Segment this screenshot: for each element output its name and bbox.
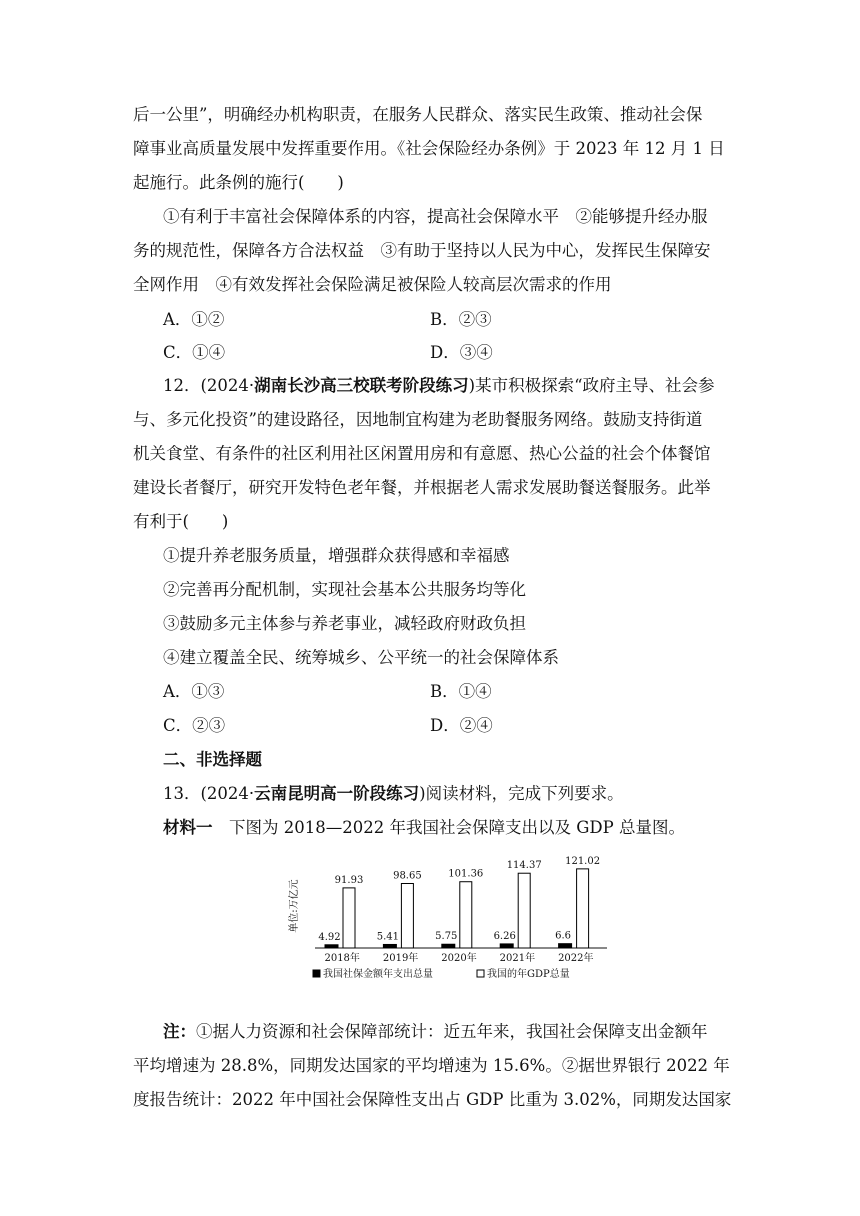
legend-label: 我国的年GDP总量 bbox=[487, 969, 570, 980]
legend-label: 我国社保金额年支出总量 bbox=[323, 969, 433, 980]
data-label: 114.37 bbox=[506, 860, 542, 872]
data-label: 6.6 bbox=[555, 930, 572, 942]
x-tick-label: 2020年 bbox=[441, 953, 477, 964]
statement-line: ②完善再分配机制，实现社会基本公共服务均等化 bbox=[163, 580, 526, 599]
data-label: 5.41 bbox=[376, 931, 400, 943]
note-line bbox=[163, 1021, 708, 1043]
text-line: 后一公里”，明确经办机构职责，在服务人民群众、落实民生政策、推动社会保 bbox=[133, 105, 703, 124]
question-source: 云南昆明高一阶段练习 bbox=[254, 784, 420, 803]
option-d: D．②④ bbox=[430, 716, 493, 735]
question-source: 湖南长沙高三校联考阶段练习 bbox=[254, 376, 469, 395]
statement-line: ①有利于丰富社会保障体系的内容，提高社会保障水平 ②能够提升经办服 bbox=[163, 207, 708, 226]
question-number: 12．(2024· bbox=[163, 376, 255, 395]
bar-social-security bbox=[325, 945, 338, 948]
bar-chart bbox=[285, 848, 615, 988]
x-tick-label: 2021年 bbox=[499, 953, 536, 964]
data-label: 98.65 bbox=[393, 870, 422, 882]
question-number: 13．(2024· bbox=[163, 784, 255, 803]
data-label: 4.92 bbox=[318, 931, 341, 943]
statement-line: ④建立覆盖全民、统筹城乡、公平统一的社会保障体系 bbox=[163, 648, 559, 667]
y-axis-label: 单位:万亿元 bbox=[289, 879, 300, 933]
option-c: C．①④ bbox=[163, 343, 226, 362]
note-line: 平均增速为 28.8%，同期发达国家的平均增速为 15.6%。②据世界银行 2022 年 bbox=[133, 1056, 730, 1075]
x-tick-label: 2018年 bbox=[324, 953, 360, 964]
data-label: 5.75 bbox=[435, 931, 458, 943]
bar-social-security bbox=[442, 944, 455, 948]
section-heading: 二、非选择题 bbox=[163, 750, 262, 769]
legend-swatch-social-security bbox=[313, 970, 320, 977]
bar-gdp bbox=[577, 869, 589, 948]
statement-line: ③鼓励多元主体参与养老事业，减轻政府财政负担 bbox=[163, 614, 526, 633]
statement-line: ①提升养老服务质量，增强群众获得感和幸福感 bbox=[163, 546, 510, 565]
question-12-header bbox=[163, 375, 715, 397]
note-text: ①据人力资源和社会保障部统计：近五年来，我国社会保障支出金额年 bbox=[196, 1022, 708, 1041]
text-line: 起施行。此条例的施行( ) bbox=[133, 173, 344, 192]
question-13-header bbox=[163, 783, 624, 805]
option-b: B．①④ bbox=[430, 682, 492, 701]
option-d: D．③④ bbox=[430, 343, 493, 362]
bar-social-security bbox=[500, 944, 513, 948]
option-a: A．①② bbox=[163, 310, 225, 329]
legend-swatch-gdp bbox=[477, 970, 484, 977]
text-line: 与、多元化投资”的建设路径，因地制宜构建为老助餐服务网络。鼓励支持街道 bbox=[133, 410, 703, 429]
bar-gdp bbox=[518, 873, 530, 948]
bar-gdp bbox=[343, 888, 355, 948]
data-label: 6.26 bbox=[493, 930, 516, 942]
bar-chart-svg bbox=[285, 848, 615, 988]
bar-social-security bbox=[383, 944, 396, 948]
option-a: A．①③ bbox=[163, 682, 225, 701]
bar-gdp bbox=[460, 882, 472, 948]
statement-line: 全网作用 ④有效发挥社会保险满足被保险人较高层次需求的作用 bbox=[133, 275, 612, 294]
text-line: 障事业高质量发展中发挥重要作用。《社会保险经办条例》于 2023 年 12 月 1 日 bbox=[133, 139, 725, 158]
question-text: )某市积极探索“政府主导、社会参 bbox=[468, 376, 715, 395]
question-text: )阅读材料，完成下列要求。 bbox=[419, 784, 624, 803]
text-line: 机关食堂、有条件的社区利用社区闲置用房和有意愿、热心公益的社会个体餐馆 bbox=[133, 444, 711, 463]
data-label: 91.93 bbox=[334, 874, 364, 886]
text-line: 有利于( ) bbox=[133, 512, 229, 531]
x-tick-label: 2019年 bbox=[382, 953, 419, 964]
data-label: 101.36 bbox=[448, 868, 484, 880]
note-line: 度报告统计：2022 年中国社会保障性支出占 GDP 比重为 3.02%，同期发达国家 bbox=[133, 1090, 732, 1109]
material-text: 下图为 2018—2022 年我国社会保障支出以及 GDP 总量图。 bbox=[212, 818, 685, 837]
bar-social-security bbox=[559, 944, 572, 948]
note-label: 注： bbox=[163, 1022, 196, 1041]
data-label: 121.02 bbox=[565, 855, 601, 867]
material-label: 材料一 bbox=[163, 818, 213, 837]
option-c: C．②③ bbox=[163, 716, 226, 735]
material-one bbox=[163, 817, 685, 839]
option-b: B．②③ bbox=[430, 310, 492, 329]
bar-gdp bbox=[401, 883, 413, 948]
statement-line: 务的规范性，保障各方合法权益 ③有助于坚持以人民为中心，发挥民生保障安 bbox=[133, 241, 711, 260]
x-tick-label: 2022年 bbox=[558, 953, 594, 964]
text-line: 建设长者餐厅，研究开发特色老年餐，并根据老人需求发展助餐送餐服务。此举 bbox=[133, 478, 711, 497]
